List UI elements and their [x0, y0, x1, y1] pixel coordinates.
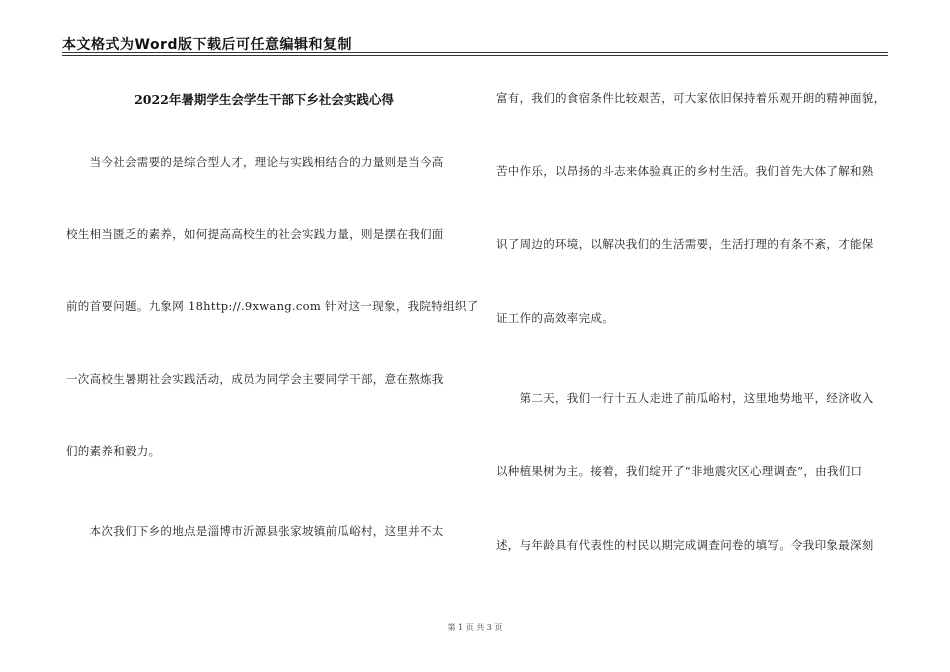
text-line: 以种植果树为主。接着，我们绽开了“非地震灾区心理调查”，由我们口: [496, 464, 863, 478]
text-line: 富有，我们的食宿条件比较艰苦，可大家依旧保持着乐观开朗的精神面貌，: [496, 91, 886, 105]
text-line: 校生相当匮乏的素养，如何提高高校生的社会实践力量，则是摆在我们面: [66, 227, 444, 241]
page-number: 第 1 页 共 3 页: [447, 623, 503, 632]
text-line: 证工作的高效率完成。: [496, 311, 614, 325]
page-header: [62, 30, 888, 53]
text-line: 一次高校生暑期社会实践活动，成员为同学会主要同学干部，意在熬炼我: [66, 372, 444, 386]
text-line: 本次我们下乡的地点是淄博市沂源县张家坡镇前瓜峪村，这里并不太: [66, 524, 444, 538]
text-line: 苦中作乐，以昂扬的斗志来体验真正的乡村生活。我们首先大体了解和熟: [496, 164, 874, 178]
text-line: 前的首要问题。九象网 18http://.9xwang.com 针对这一现象，我院特组织了: [66, 299, 479, 313]
document-title: 2022年暑期学生会学生干部下乡社会实践心得: [134, 92, 394, 107]
text-line: 述，与年龄具有代表性的村民以期完成调查问卷的填写。令我印象最深刻: [496, 538, 874, 552]
header-text: 本文格式为Word版下载后可任意编辑和复制: [62, 37, 352, 53]
text-line: 识了周边的环境，以解决我们的生活需要，生活打理的有条不紊，才能保: [496, 237, 874, 251]
text-line: 当今社会需要的是综合型人才，理论与实践相结合的力量则是当今高: [66, 155, 444, 169]
text-line: 第二天，我们一行十五人走进了前瓜峪村，这里地势地平，经济收入: [496, 391, 874, 405]
header-rule: [62, 55, 888, 56]
text-line: 们的素养和毅力。: [66, 444, 161, 458]
